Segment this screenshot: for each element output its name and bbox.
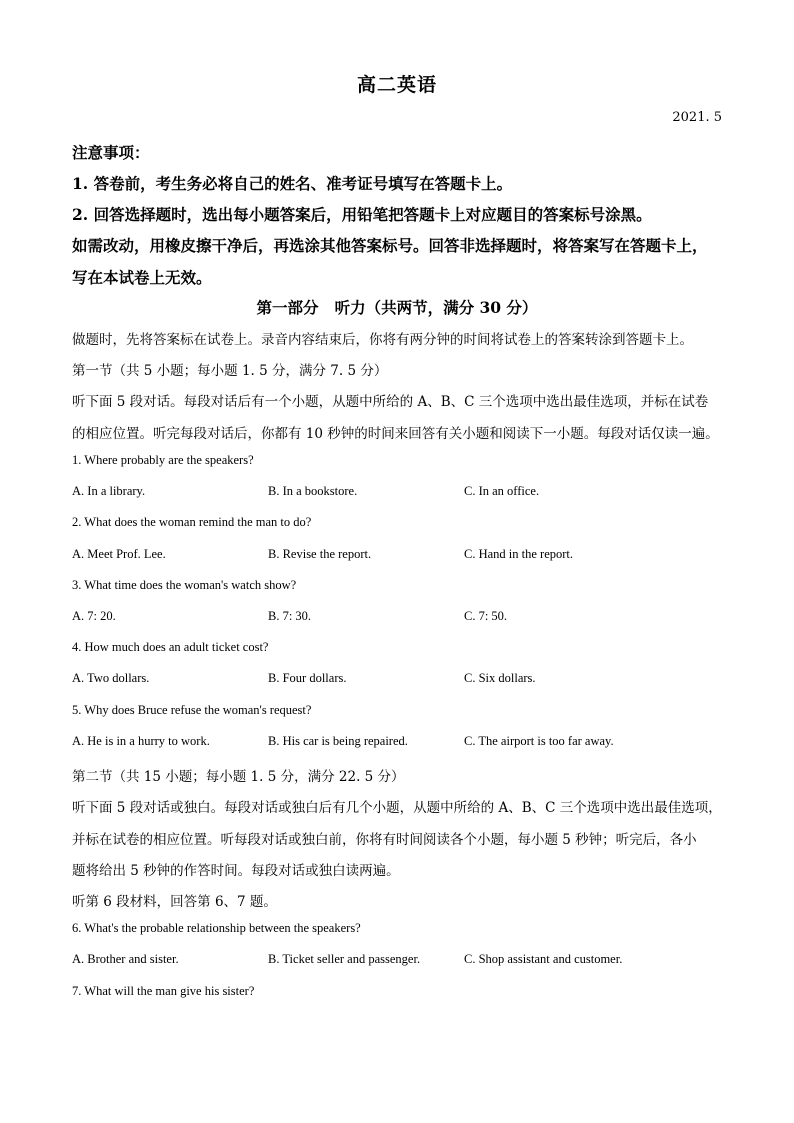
question-text: 2. What does the woman remind the man to do?: [72, 515, 312, 529]
part1-title: [0, 296, 794, 318]
option-b: B. His car is being repaired.: [268, 734, 408, 748]
section2-instruction: 听下面 5 段对话或独白。每段对话或独白后有几个小题，从题中所给的 A、B、C 三个选项中选出最佳选项，: [72, 800, 722, 816]
option-b: B. 7: 30.: [268, 609, 312, 623]
option-b: B. Ticket seller and passenger.: [268, 952, 421, 966]
question-text: 4. How much does an adult ticket cost?: [72, 640, 269, 654]
option-c: C. Shop assistant and customer.: [464, 952, 623, 966]
question-text: 5. Why does Bruce refuse the woman's request?: [72, 703, 312, 717]
question-text: 6. What's the probable relationship between the speakers?: [72, 921, 361, 935]
page-title: 高二英语: [356, 74, 437, 96]
exam-date: 2021. 5: [672, 110, 722, 125]
option-c: C. The airport is too far away.: [464, 734, 614, 748]
part1-title-desc: 听力（共两节，满分 30 分）: [334, 298, 538, 317]
section2-instruction: 并标在试卷的相应位置。听每段对话或独白前，你将有时间阅读各个小题，每小题 5 秒钟；听完后，各小: [72, 832, 697, 848]
option-c: C. Hand in the report.: [464, 547, 574, 561]
section1-instruction: 的相应位置。听完每段对话后，你都有 10 秒钟的时间来回答有关小题和阅读下一小题。每段对话仅读一遍。: [72, 426, 719, 442]
notes-line: 如需改动，用橡皮擦干净后，再选涂其他答案标号。回答非选择题时，将答案写在答题卡上，: [72, 236, 708, 255]
notes-heading: 注意事项：: [72, 143, 150, 162]
question-text: 1. Where probably are the speakers?: [72, 453, 254, 467]
section1-instruction: 听下面 5 段对话。每段对话后有一个小题，从题中所给的 A、B、C 三个选项中选出最佳选项，并标在试卷: [72, 394, 709, 410]
part1-title-label: 第一部分: [256, 298, 319, 317]
option-b: B. In a bookstore.: [268, 484, 358, 498]
question-text: 7. What will the man give his sister?: [72, 984, 255, 998]
option-b: B. Four dollars.: [268, 671, 347, 685]
section2-title: 第二节（共 15 小题；每小题 1. 5 分，满分 22. 5 分）: [72, 769, 405, 785]
notes-line: 1. 答卷前，考生务必将自己的姓名、准考证号填写在答题卡上。: [72, 174, 513, 193]
option-a: A. 7: 20.: [72, 609, 116, 623]
question-text: 3. What time does the woman's watch show?: [72, 578, 297, 592]
option-c: C. In an office.: [464, 484, 540, 498]
option-a: A. Brother and sister.: [72, 952, 179, 966]
option-a: A. He is in a hurry to work.: [72, 734, 210, 748]
option-a: A. Two dollars.: [72, 671, 150, 685]
option-b: B. Revise the report.: [268, 547, 372, 561]
option-c: C. Six dollars.: [464, 671, 536, 685]
material-note: 听第 6 段材料，回答第 6、7 题。: [72, 894, 277, 910]
notes-line: 写在本试卷上无效。: [72, 268, 212, 287]
option-a: A. Meet Prof. Lee.: [72, 547, 166, 561]
option-c: C. 7: 50.: [464, 609, 508, 623]
part1-intro: 做题时，先将答案标在试卷上。录音内容结束后，你将有两分钟的时间将试卷上的答案转涂到答题卡上。: [72, 332, 693, 348]
section2-instruction: 题将给出 5 秒钟的作答时间。每段对话或独白读两遍。: [72, 863, 400, 879]
option-a: A. In a library.: [72, 484, 146, 498]
notes-line: 2. 回答选择题时，选出每小题答案后，用铅笔把答题卡上对应题目的答案标号涂黑。: [72, 205, 652, 224]
section1-title: 第一节（共 5 小题；每小题 1. 5 分，满分 7. 5 分）: [72, 363, 388, 379]
